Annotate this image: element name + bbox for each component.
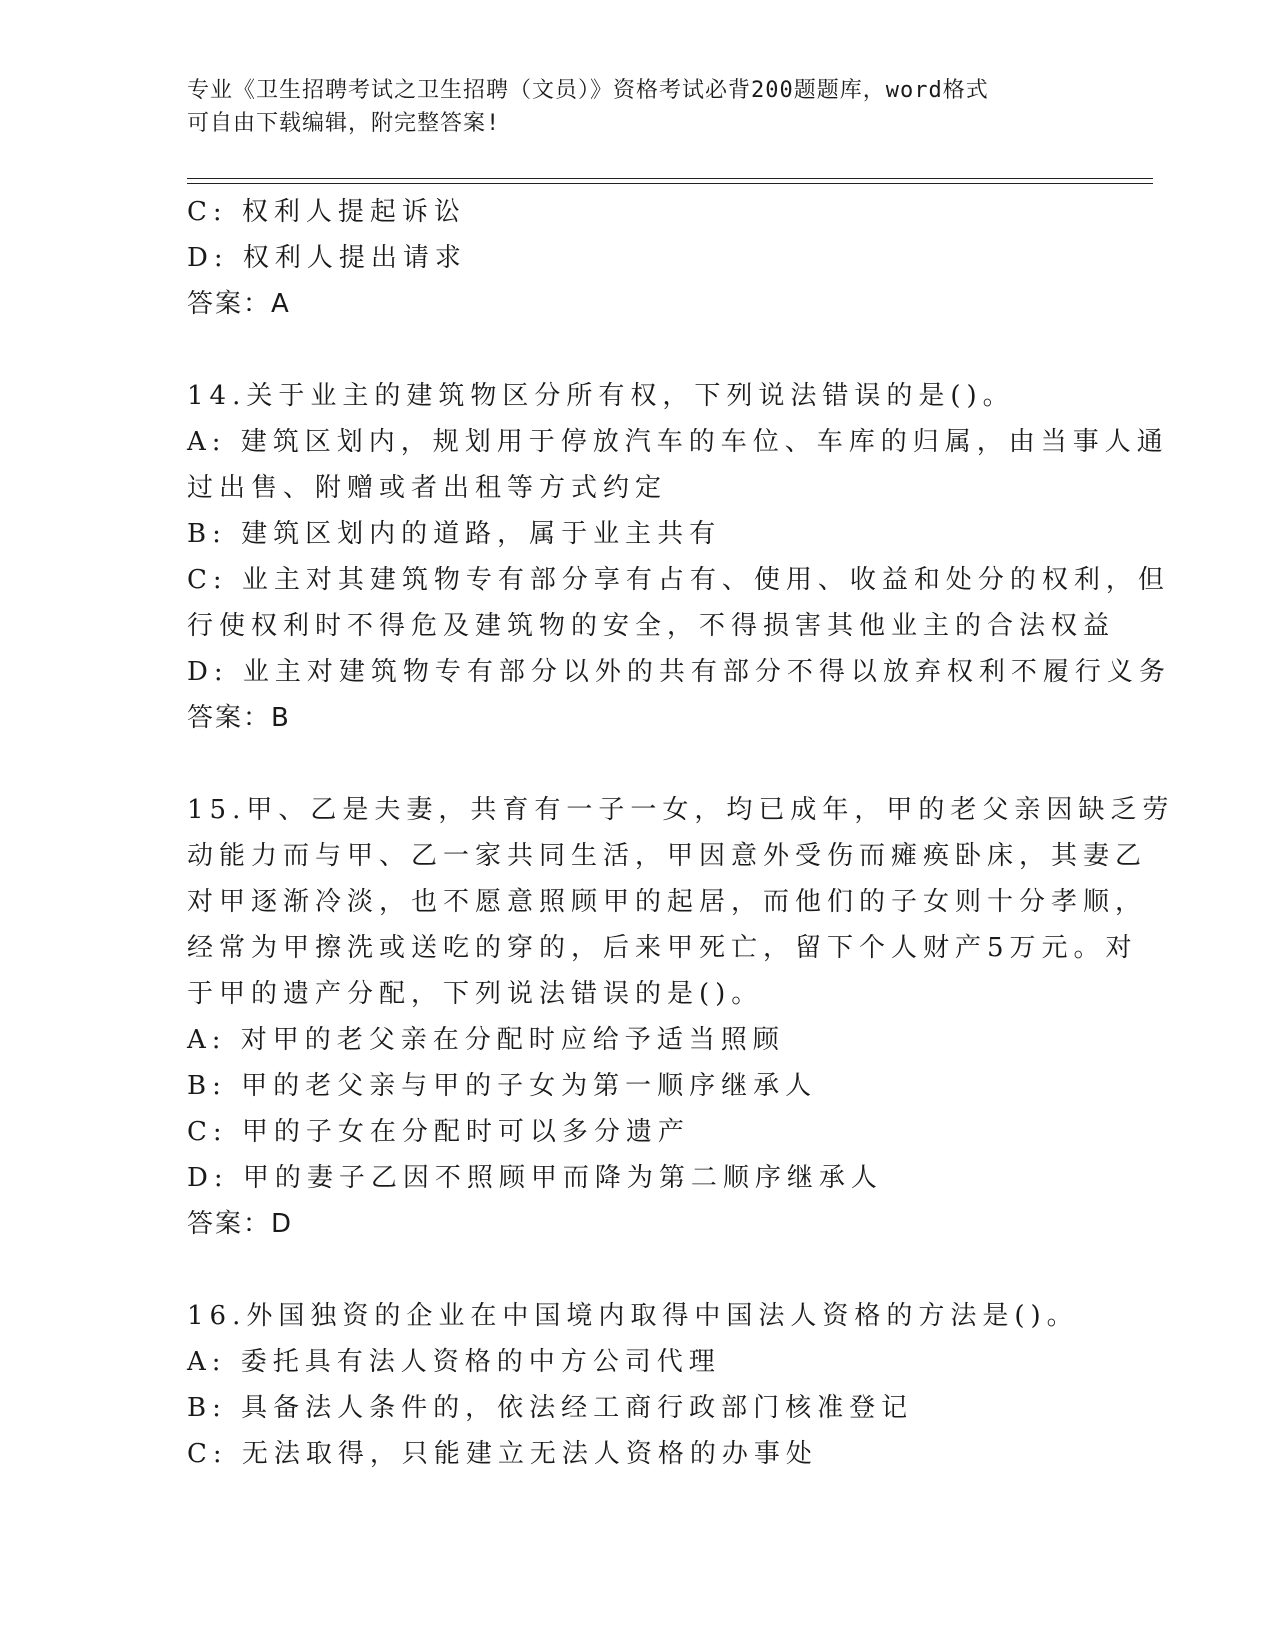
answer-line: 答案：B bbox=[187, 703, 291, 733]
option-c: C: 甲的子女在分配时可以多分遗产 bbox=[187, 1117, 690, 1147]
question-text-line-1: 15.甲、乙是夫妻，共育有一子一女，均已成年，甲的老父亲因缺乏劳 bbox=[187, 795, 1175, 825]
option-b: B: 建筑区划内的道路，属于业主共有 bbox=[187, 519, 722, 549]
header-rule-bottom bbox=[187, 183, 1153, 184]
answer-line: 答案：D bbox=[187, 1209, 294, 1239]
question-16 bbox=[187, 1293, 1087, 1477]
option-a-line-1: A: 建筑区划内，规划用于停放汽车的车位、车库的归属，由当事人通 bbox=[187, 427, 1169, 457]
option-d: D: 业主对建筑物专有部分以外的共有部分不得以放弃权利不履行义务 bbox=[187, 657, 1171, 687]
question-text-line-2: 动能力而与甲、乙一家共同生活，甲因意外受伤而瘫痪卧床，其妻乙 bbox=[187, 841, 1148, 871]
header-line-2: 可自由下载编辑，附完整答案! bbox=[187, 111, 501, 136]
document-header bbox=[187, 74, 1067, 140]
question-15 bbox=[187, 787, 1175, 1247]
option-c-line-1: C: 业主对其建筑物专有部分享有占有、使用、收益和处分的权利，但 bbox=[187, 565, 1170, 595]
option-a: A: 委托具有法人资格的中方公司代理 bbox=[187, 1347, 721, 1377]
question-13-tail bbox=[187, 189, 1087, 327]
question-14 bbox=[187, 373, 1171, 741]
option-b: B: 具备法人条件的，依法经工商行政部门核准登记 bbox=[187, 1393, 914, 1423]
header-line-1: 专业《卫生招聘考试之卫生招聘（文员）》资格考试必背200题题库，word格式 bbox=[187, 78, 989, 103]
header-rule-top bbox=[187, 178, 1153, 179]
question-text: 14.关于业主的建筑物区分所有权，下列说法错误的是()。 bbox=[187, 381, 1015, 411]
answer-line: 答案：A bbox=[187, 289, 291, 319]
question-text-line-5: 于甲的遗产分配，下列说法错误的是()。 bbox=[187, 979, 764, 1009]
option-b: B: 甲的老父亲与甲的子女为第一顺序继承人 bbox=[187, 1071, 818, 1101]
question-text-line-3: 对甲逐渐冷淡，也不愿意照顾甲的起居，而他们的子女则十分孝顺， bbox=[187, 887, 1148, 917]
spacer bbox=[187, 1247, 1087, 1293]
spacer bbox=[187, 327, 1087, 373]
option-c-line-2: 行使权利时不得危及建筑物的安全，不得损害其他业主的合法权益 bbox=[187, 611, 1116, 641]
spacer bbox=[187, 741, 1087, 787]
option-d: D: 权利人提出请求 bbox=[187, 243, 467, 273]
question-text-line-4: 经常为甲擦洗或送吃的穿的，后来甲死亡，留下个人财产5万元。对 bbox=[187, 933, 1138, 963]
option-c: C: 无法取得，只能建立无法人资格的办事处 bbox=[187, 1439, 818, 1469]
option-a-line-2: 过出售、附赠或者出租等方式约定 bbox=[187, 473, 668, 503]
option-d: D: 甲的妻子乙因不照顾甲而降为第二顺序继承人 bbox=[187, 1163, 883, 1193]
document-body bbox=[187, 189, 1175, 1477]
question-text: 16.外国独资的企业在中国境内取得中国法人资格的方法是()。 bbox=[187, 1301, 1079, 1331]
option-a: A: 对甲的老父亲在分配时应给予适当照顾 bbox=[187, 1025, 785, 1055]
option-c: C: 权利人提起诉讼 bbox=[187, 197, 466, 227]
